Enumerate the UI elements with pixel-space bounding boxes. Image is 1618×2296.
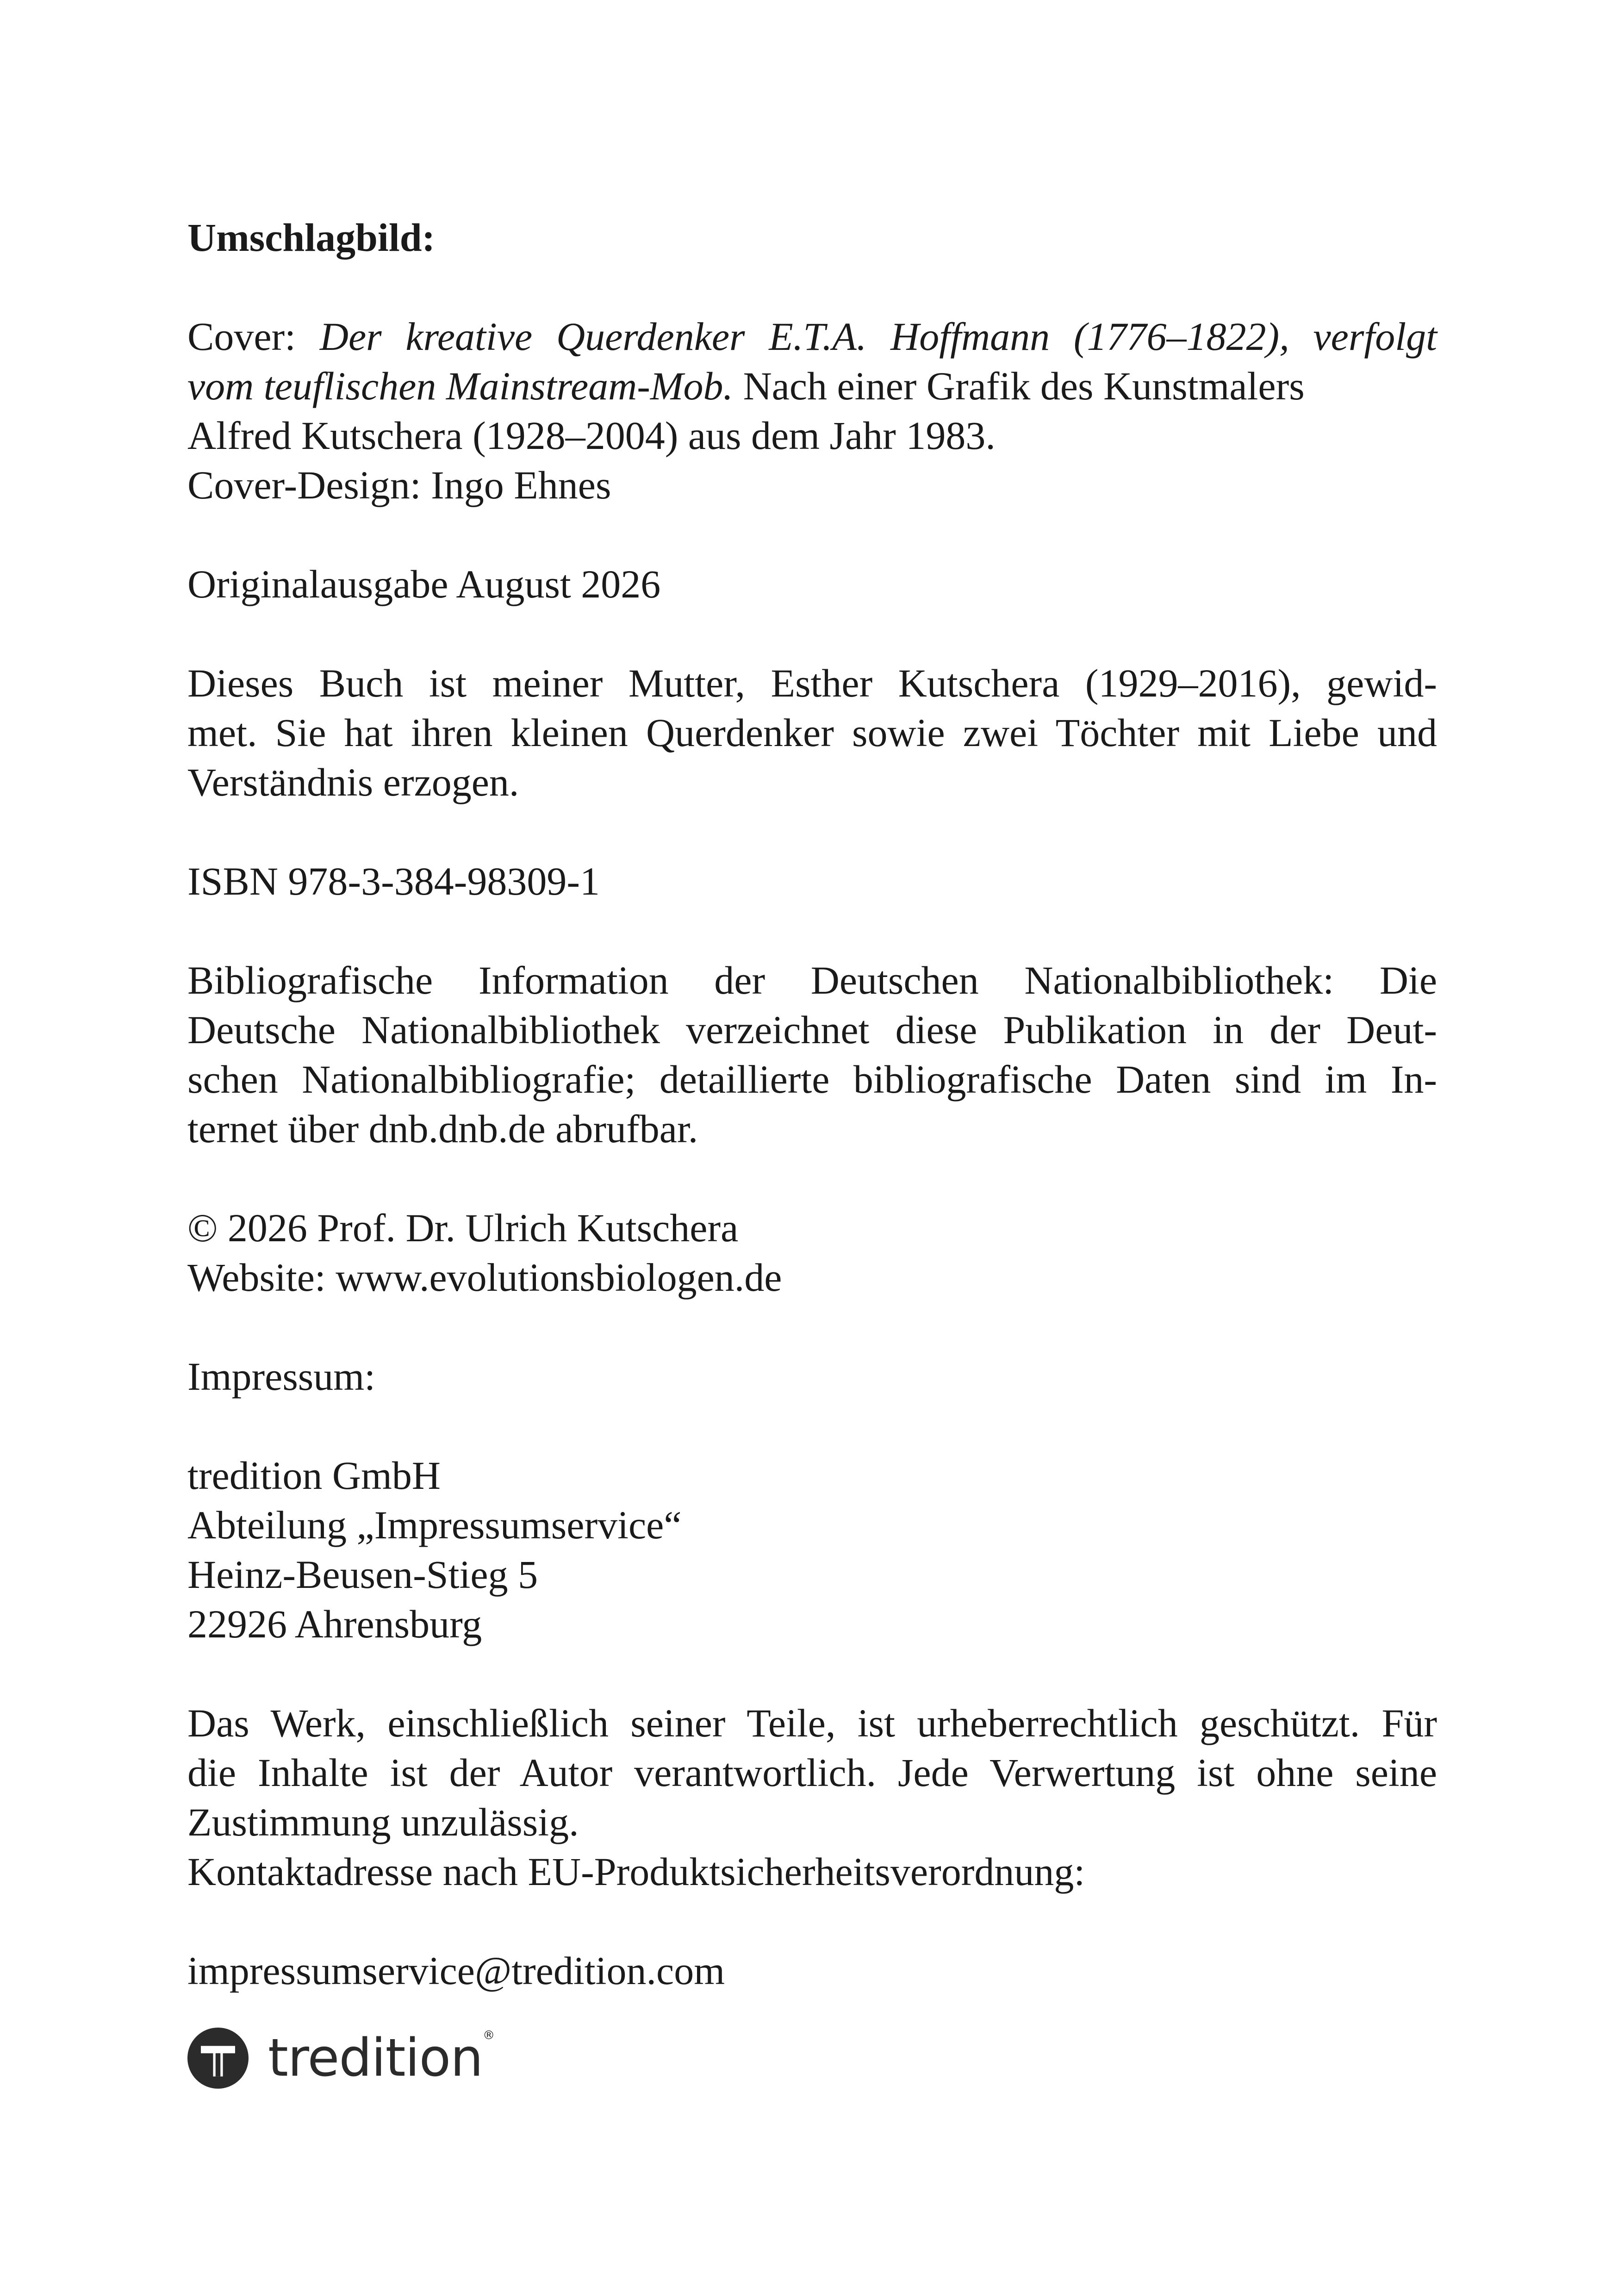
dedication-line: Dieses Buch ist meiner Mutter, Esther Kutschera (1929–2016), gewid- (187, 661, 1437, 705)
bibliographic-line: ternet über dnb.dnb.de abrufbar. (187, 1107, 698, 1151)
publisher-line: 22926 Ahrensburg (187, 1602, 482, 1646)
cover-line-3: Alfred Kutschera (1928–2004) aus dem Jahr 1983. (187, 413, 996, 458)
cover-image-heading: Umschlagbild: (187, 215, 436, 260)
isbn: ISBN 978-3-384-98309-1 (187, 859, 600, 903)
tredition-logo (187, 2021, 494, 2095)
rights-line: Das Werk, einschließlich seiner Teile, ist urheberrechtlich geschützt. Für (187, 1701, 1437, 1745)
dedication-line: met. Sie hat ihren kleinen Querdenker sowie zwei Töchter mit Liebe und (187, 710, 1437, 755)
publisher-line: Heinz-Beusen-Stieg 5 (187, 1552, 538, 1597)
rights-line: Zustimmung unzulässig. (187, 1800, 579, 1844)
edition-note: Originalausgabe August 2026 (187, 562, 661, 606)
website: Website: www.evolutionsbiologen.de (187, 1255, 782, 1300)
publisher-line: tredition GmbH (187, 1453, 441, 1498)
logo-wordmark-text: tredition (268, 2028, 483, 2088)
dedication-line: Verständnis erzogen. (187, 760, 519, 804)
imprint-text (187, 213, 1437, 1996)
registered-mark: ® (483, 2028, 495, 2042)
cover-title-part-2: vom teuflischen Mainstream-Mob. (187, 364, 734, 408)
cover-line-2 (187, 361, 1437, 411)
cover-line-1 (187, 312, 1437, 361)
publisher-line: Abteilung „Impressumservice“ (187, 1503, 682, 1547)
bibliographic-line: Deutsche Nationalbibliothek verzeichnet diese Publikation in der Deut- (187, 1008, 1437, 1052)
impressum-label: Impressum: (187, 1354, 376, 1399)
cover-prefix: Cover: (187, 314, 320, 359)
tredition-logo-wordmark (268, 2028, 495, 2088)
contact-email: impressumservice@tredition.com (187, 1948, 725, 1993)
tredition-logo-icon (187, 2028, 249, 2089)
rights-line: die Inhalte ist der Autor verantwortlich. Jede Verwertung ist ohne seine (187, 1750, 1437, 1795)
bibliographic-line: schen Nationalbibliografie; detaillierte bibliografische Daten sind im In- (187, 1057, 1437, 1101)
cover-title-part-1: Der kreative Querdenker E.T.A. Hoffmann (1776–1822), verfolgt (319, 314, 1437, 359)
bibliographic-line: Bibliografische Information der Deutschen Nationalbibliothek: Die (187, 958, 1437, 1002)
cover-design: Cover-Design: Ingo Ehnes (187, 463, 611, 507)
cover-line-2-rest: Nach einer Grafik des Kunstmalers (733, 364, 1305, 408)
copyright: © 2026 Prof. Dr. Ulrich Kutschera (187, 1206, 739, 1250)
rights-line: Kontaktadresse nach EU-Produktsicherheitsverordnung: (187, 1849, 1085, 1894)
